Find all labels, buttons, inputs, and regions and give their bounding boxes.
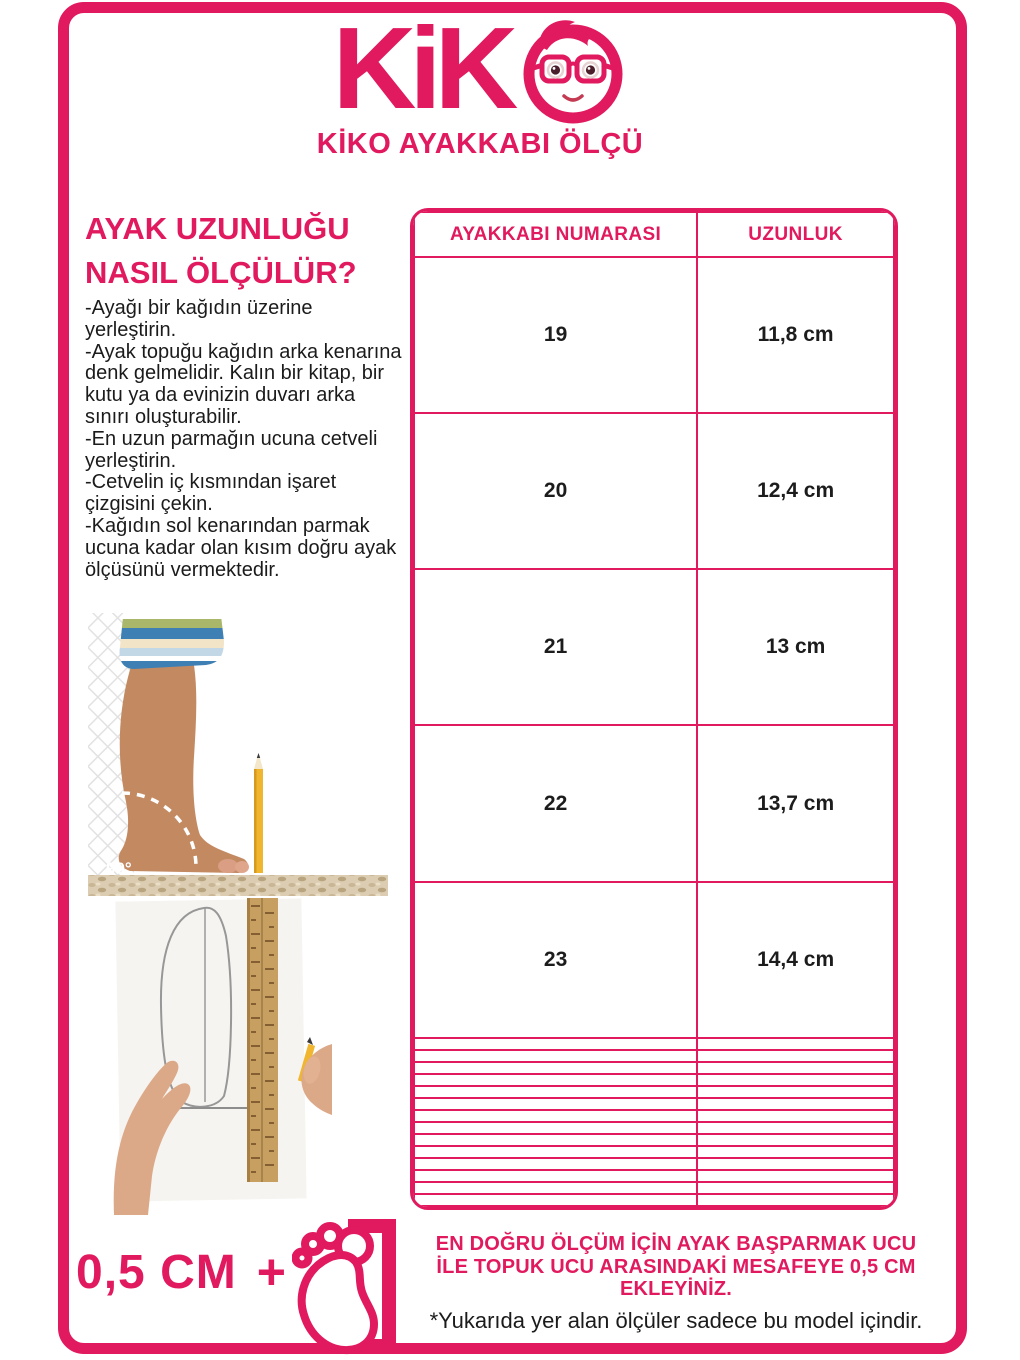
boy-face-glasses-icon (515, 16, 627, 128)
size-table-empty-cell (697, 1062, 894, 1074)
size-table-body (414, 257, 894, 1206)
shoe-number-cell: 22 (414, 725, 697, 881)
instruction-item: -Ayağı bir kağıdın üzerine yerleştirin. (85, 297, 313, 341)
length-cell: 11,8 cm (697, 257, 894, 413)
size-table (410, 208, 898, 1210)
logo-subtitle: KİKO AYAKKABI ÖLÇÜ (316, 128, 644, 160)
instruction-item: -Cetvelin iç kısmından işaret çizgisini çekin. (85, 471, 337, 516)
size-table-empty-cell (414, 1110, 697, 1122)
size-table-row (414, 413, 894, 569)
size-table-empty-cell (697, 1038, 894, 1050)
size-table-empty-row (414, 1146, 894, 1158)
size-table-empty-row (414, 1170, 894, 1182)
size-table-empty-cell (697, 1122, 894, 1134)
footer-note-line: EKLEYİNİZ. (619, 1278, 732, 1300)
size-table-empty-cell (414, 1146, 697, 1158)
size-table-empty-row (414, 1038, 894, 1050)
size-table-empty-cell (414, 1158, 697, 1170)
size-table-empty-row (414, 1110, 894, 1122)
size-table-empty-cell (414, 1194, 697, 1206)
instruction-item: -Ayak topuğu kağıdın arka kenarına denk gelmelidir. Kalın bir kitap, bir kutu ya da evinizin duvarı arka sınırı oluşturabilir. (85, 340, 402, 428)
size-table-empty-row (414, 1122, 894, 1134)
size-table-header-row (414, 212, 894, 257)
footer-note-line: İLE TOPUK UCU ARASINDAKİ MESAFEYE 0,5 CM (436, 1255, 916, 1278)
size-table-empty-cell (697, 1050, 894, 1062)
footer-disclaimer: *Yukarıda yer alan ölçüler sadece bu model içindir. (429, 1307, 923, 1333)
size-table-empty-row (414, 1062, 894, 1074)
page-title-line1: AYAK UZUNLUĞU (85, 211, 350, 246)
header-shoe-number: AYAKKABI NUMARASI (414, 212, 697, 257)
size-table-row (414, 257, 894, 413)
size-table-empty-cell (697, 1074, 894, 1086)
half-cm-value: 0,5 CM (76, 1245, 237, 1299)
size-table-row (414, 569, 894, 725)
page-title (85, 207, 415, 295)
kiko-logo-text: KiK (332, 3, 512, 133)
size-table-empty-cell (414, 1086, 697, 1098)
photo-foot-tracing (104, 896, 332, 1215)
header-length: UZUNLUK (697, 212, 894, 257)
page-title-line2: NASIL ÖLÇÜLÜR? (85, 255, 357, 290)
striped-shorts (116, 607, 228, 670)
size-table-empty-cell (414, 1134, 697, 1146)
kiko-logo (292, 3, 668, 133)
toes (235, 861, 249, 873)
size-table-empty-cell (697, 1086, 894, 1098)
size-table-empty-cell (414, 1062, 697, 1074)
size-table-empty-cell (414, 1122, 697, 1134)
shoe-number-cell: 21 (414, 569, 697, 725)
footer-note (410, 1233, 942, 1334)
left-eye (551, 65, 560, 74)
shoe-number-cell: 23 (414, 882, 697, 1038)
size-table-empty-cell (414, 1170, 697, 1182)
instruction-item: -Kağıdın sol kenarından parmak ucuna kadar olan kısım doğru ayak ölçüsünü vermektedir. (85, 514, 397, 581)
measurement-instructions (85, 298, 405, 581)
size-table-empty-cell (697, 1146, 894, 1158)
size-table-empty-cell (414, 1050, 697, 1062)
baby-footprint-icon (292, 1217, 410, 1355)
size-table-empty-row (414, 1194, 894, 1206)
size-table-empty-row (414, 1182, 894, 1194)
footer-note-line: EN DOĞRU ÖLÇÜM İÇİN AYAK BAŞPARMAK UCU (435, 1233, 917, 1255)
size-table-empty-row (414, 1158, 894, 1170)
size-table-empty-cell (414, 1098, 697, 1110)
instruction-item: -En uzun parmağın ucuna cetveli yerleştirin. (85, 427, 378, 472)
photo-leg-measurement (88, 607, 388, 896)
size-table-empty-row (414, 1086, 894, 1098)
size-table-empty-row (414, 1098, 894, 1110)
angle-label: 90° (106, 859, 132, 878)
size-table-empty-row (414, 1134, 894, 1146)
size-table-empty-row (414, 1050, 894, 1062)
size-table-row (414, 882, 894, 1038)
size-table-empty-cell (697, 1194, 894, 1206)
size-table-empty-cell (697, 1170, 894, 1182)
wooden-ruler (247, 898, 278, 1182)
add-half-cm-label (76, 1243, 287, 1301)
right-eye (586, 65, 595, 74)
length-cell: 13 cm (697, 569, 894, 725)
size-table-empty-cell (697, 1110, 894, 1122)
size-table-empty-cell (697, 1158, 894, 1170)
size-table-empty-cell (414, 1038, 697, 1050)
size-table-empty-row (414, 1074, 894, 1086)
length-cell: 13,7 cm (697, 725, 894, 881)
size-table-empty-cell (697, 1182, 894, 1194)
length-cell: 14,4 cm (697, 882, 894, 1038)
length-cell: 12,4 cm (697, 413, 894, 569)
carpet-floor (88, 875, 388, 896)
shoe-number-cell: 20 (414, 413, 697, 569)
size-table-empty-cell (697, 1134, 894, 1146)
size-table-empty-cell (414, 1182, 697, 1194)
size-table-empty-cell (414, 1074, 697, 1086)
size-table-empty-cell (697, 1098, 894, 1110)
toes (218, 859, 238, 873)
pencil (254, 753, 263, 873)
plus-icon: + (256, 1244, 287, 1300)
size-table-row (414, 725, 894, 881)
shoe-number-cell: 19 (414, 257, 697, 413)
